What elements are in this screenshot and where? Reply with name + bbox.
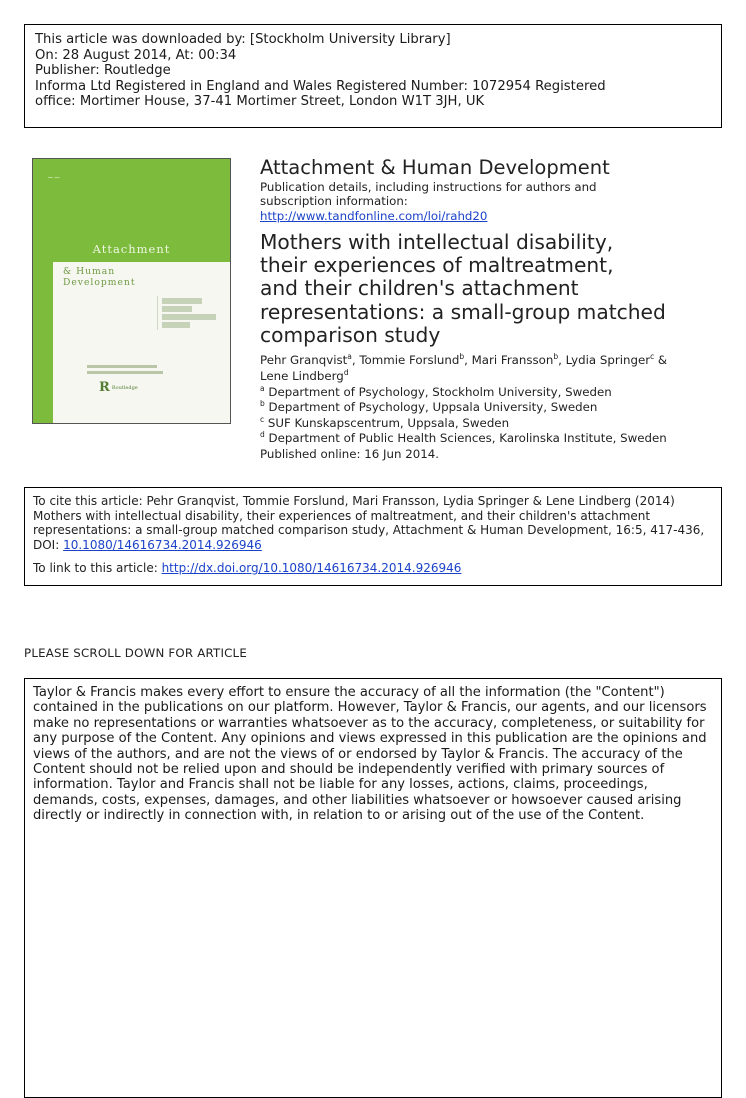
cover-panel bbox=[53, 262, 231, 424]
published-date: Published online: 16 Jun 2014. bbox=[260, 446, 439, 461]
author-name: Tommie Forslund bbox=[359, 353, 460, 368]
article-link-line: To link to this article: http://dx.doi.org/10.1080/14616734.2014.926946 bbox=[33, 561, 462, 576]
affiliation: $^c$ SUF Kunskapscentrum, Uppsala, Sweden bbox=[260, 414, 510, 430]
download-info-box bbox=[24, 24, 722, 128]
journal-cover-image bbox=[32, 158, 231, 424]
author-name: Lydia Springer bbox=[565, 353, 651, 368]
journal-url-link[interactable]: http://www.tandfonline.com/loi/rahd20 bbox=[260, 208, 488, 223]
article-url-link[interactable]: http://dx.doi.org/10.1080/14616734.2014.926946 bbox=[161, 561, 462, 576]
download-info-line: This article was downloaded by: [Stockholm University Library] bbox=[35, 32, 451, 47]
download-info-line: office: Mortimer House, 37-41 Mortimer Street, London W1T 3JH, UK bbox=[35, 94, 485, 109]
citation-box bbox=[24, 487, 722, 586]
cover-ornament-icon: ~~ bbox=[47, 173, 61, 182]
cover-subtitle bbox=[63, 266, 136, 288]
cover-subtitle-line2: & Human bbox=[63, 266, 116, 277]
download-info-line: Informa Ltd Registered in England and Wales Registered Number: 1072954 Registered bbox=[35, 78, 606, 94]
doi-link[interactable]: 10.1080/14616734.2014.926946 bbox=[63, 537, 262, 552]
affiliation: $^a$ Department of Psychology, Stockholm University, Sweden bbox=[260, 383, 612, 399]
cover-subtitle-line3: Development bbox=[63, 277, 136, 288]
author-list: Pehr Granqvist$^a$, Tommie Forslund$^b$, Mari Fransson$^b$, Lydia Springer$^c$ & Lene Lindberg$^d$ bbox=[260, 352, 668, 384]
cover-title-line1: Attachment bbox=[92, 242, 171, 256]
download-info-line: Publisher: Routledge bbox=[35, 63, 171, 78]
affiliation: $^d$ Department of Public Health Sciences, Karolinska Institute, Sweden bbox=[260, 430, 667, 446]
routledge-logo: R Routledge bbox=[99, 380, 138, 395]
cover-volume-info bbox=[157, 296, 226, 330]
publication-area bbox=[260, 156, 740, 462]
scroll-down-notice: PLEASE SCROLL DOWN FOR ARTICLE bbox=[24, 646, 247, 660]
journal-title: Attachment & Human Development bbox=[260, 156, 610, 179]
download-info-line: On: 28 August 2014, At: 00:34 bbox=[35, 47, 237, 63]
author-name: Mari Fransson bbox=[471, 353, 554, 368]
author-name: Lene Lindberg bbox=[260, 369, 344, 384]
author-name: Pehr Granqvist bbox=[260, 353, 348, 368]
cover-editor-lines bbox=[87, 362, 167, 377]
affiliation-list bbox=[260, 385, 740, 463]
article-title: Mothers with intellectual disability, their experiences of maltreatment, and their children's attachment representations: a small-group matched comparison study bbox=[260, 229, 666, 348]
disclaimer-box bbox=[24, 678, 722, 1098]
affiliation: $^b$ Department of Psychology, Uppsala University, Sweden bbox=[260, 399, 598, 415]
publication-details: Publication details, including instructions for authors and subscription information: http://www.tandfonline.com/loi/rahd20 bbox=[260, 180, 597, 223]
disclaimer-text: Taylor & Francis makes every effort to ensure the accuracy of all the information (the "Content") contained in the publications on our platform. However, Taylor & Francis, our agents, and our licensors make no representations or warranties whatsoever as to the accuracy, completeness, or suitability for any purpose of the Content. Any opinions and views expressed in this publication are the opinions and views of the authors, and are not the views of or endorsed by Taylor & Francis. The accuracy of the Content should not be relied upon and should be independently verified with primary sources of information. Taylor and Francis shall not be liable for any losses, actions, claims, proceedings, demands, costs, expenses, damages, and other liabilities whatsoever or howsoever caused arising directly or indirectly in connection with, in relation to or arising out of the use of the Content. bbox=[33, 685, 707, 824]
citation-text: To cite this article: Pehr Granqvist, Tommie Forslund, Mari Fransson, Lydia Springer & Lene Lindberg (2014) Mothers with intellectual disability, their experiences of maltreatment, and their children's attachment representations: a small-group matched comparison study, Attachment & Human Development, 16:5, 417-436, DOI: 10.1080/14616734.2014.926946 bbox=[33, 494, 705, 552]
